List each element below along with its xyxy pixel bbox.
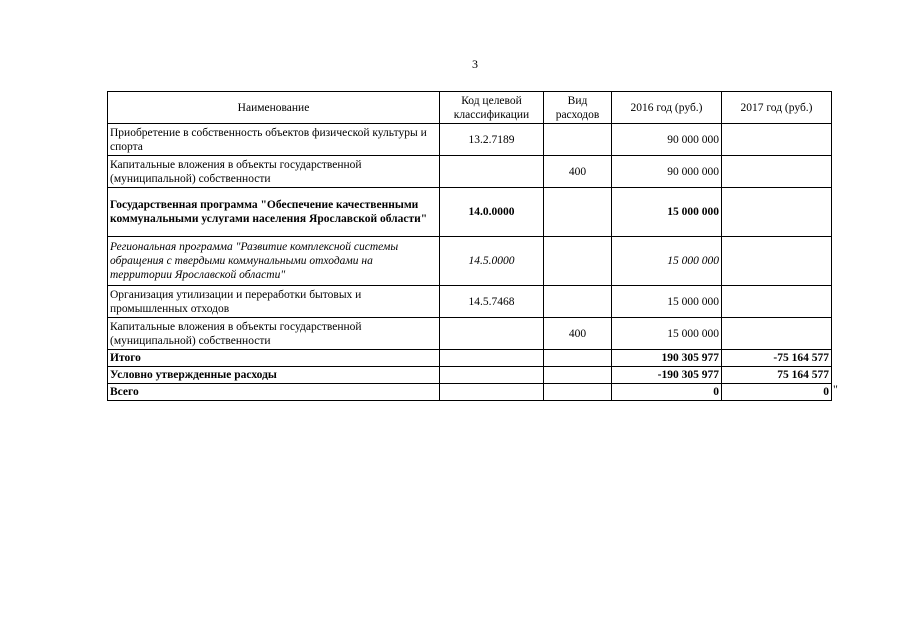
row-name-cell: Приобретение в собственность объектов физической культуры и спорта — [108, 124, 440, 156]
table-row — [108, 237, 832, 286]
row-2017-cell — [722, 318, 832, 350]
row-name-cell: Условно утвержденные расходы — [108, 367, 440, 384]
row-2016-cell: 0 — [612, 384, 722, 401]
row-type-cell — [544, 237, 612, 286]
budget-table — [107, 91, 832, 401]
table-row — [108, 350, 832, 367]
row-2016-cell: 15 000 000 — [612, 237, 722, 286]
row-name-cell: Региональная программа "Развитие комплексной системы обращения с твердыми коммунальными отходами на территории Ярославской области" — [108, 237, 440, 286]
row-2016-cell: 15 000 000 — [612, 318, 722, 350]
row-name-cell: Организация утилизации и переработки бытовых и промышленных отходов — [108, 286, 440, 318]
table-row — [108, 318, 832, 350]
row-type-cell — [544, 188, 612, 237]
row-2017-cell: 75 164 577 — [722, 367, 832, 384]
table-row — [108, 367, 832, 384]
table-row — [108, 124, 832, 156]
row-name-cell: Государственная программа "Обеспечение качественными коммунальными услугами населения Ярославской области" — [108, 188, 440, 237]
row-2016-cell: 15 000 000 — [612, 286, 722, 318]
row-name-cell: Капитальные вложения в объекты государственной (муниципальной) собственности — [108, 156, 440, 188]
row-type-cell — [544, 124, 612, 156]
row-2016-cell: 90 000 000 — [612, 156, 722, 188]
table-row — [108, 188, 832, 237]
row-type-cell: 400 — [544, 156, 612, 188]
row-2017-cell — [722, 156, 832, 188]
table-header-row — [108, 92, 832, 124]
row-2016-cell: 190 305 977 — [612, 350, 722, 367]
row-2017-cell — [722, 286, 832, 318]
row-type-cell — [544, 384, 612, 401]
row-2016-cell: 15 000 000 — [612, 188, 722, 237]
row-type-cell — [544, 350, 612, 367]
table-row — [108, 384, 832, 401]
page-number: 3 — [472, 57, 478, 71]
row-2016-cell: 90 000 000 — [612, 124, 722, 156]
row-code-cell: 14.5.0000 — [440, 237, 544, 286]
row-code-cell — [440, 318, 544, 350]
row-code-cell — [440, 350, 544, 367]
row-name-cell: Итого — [108, 350, 440, 367]
header-name: Наименование — [108, 92, 440, 124]
row-name-cell: Капитальные вложения в объекты государственной (муниципальной) собственности — [108, 318, 440, 350]
row-2016-cell: -190 305 977 — [612, 367, 722, 384]
row-code-cell: 14.0.0000 — [440, 188, 544, 237]
row-2017-cell: -75 164 577 — [722, 350, 832, 367]
header-type: Вид расходов — [544, 92, 612, 124]
row-code-cell — [440, 156, 544, 188]
row-name-cell: Всего — [108, 384, 440, 401]
header-2017: 2017 год (руб.) — [722, 92, 832, 124]
row-code-cell: 14.5.7468 — [440, 286, 544, 318]
row-2017-cell — [722, 124, 832, 156]
table-row — [108, 286, 832, 318]
row-code-cell — [440, 367, 544, 384]
row-2017-cell — [722, 237, 832, 286]
row-code-cell: 13.2.7189 — [440, 124, 544, 156]
row-2017-cell — [722, 188, 832, 237]
header-code: Код целевой классификации — [440, 92, 544, 124]
table-row — [108, 156, 832, 188]
row-type-cell — [544, 286, 612, 318]
row-type-cell — [544, 367, 612, 384]
row-code-cell — [440, 384, 544, 401]
closing-quote-mark: " — [833, 382, 838, 396]
row-type-cell: 400 — [544, 318, 612, 350]
row-2017-cell: 0 — [722, 384, 832, 401]
header-2016: 2016 год (руб.) — [612, 92, 722, 124]
